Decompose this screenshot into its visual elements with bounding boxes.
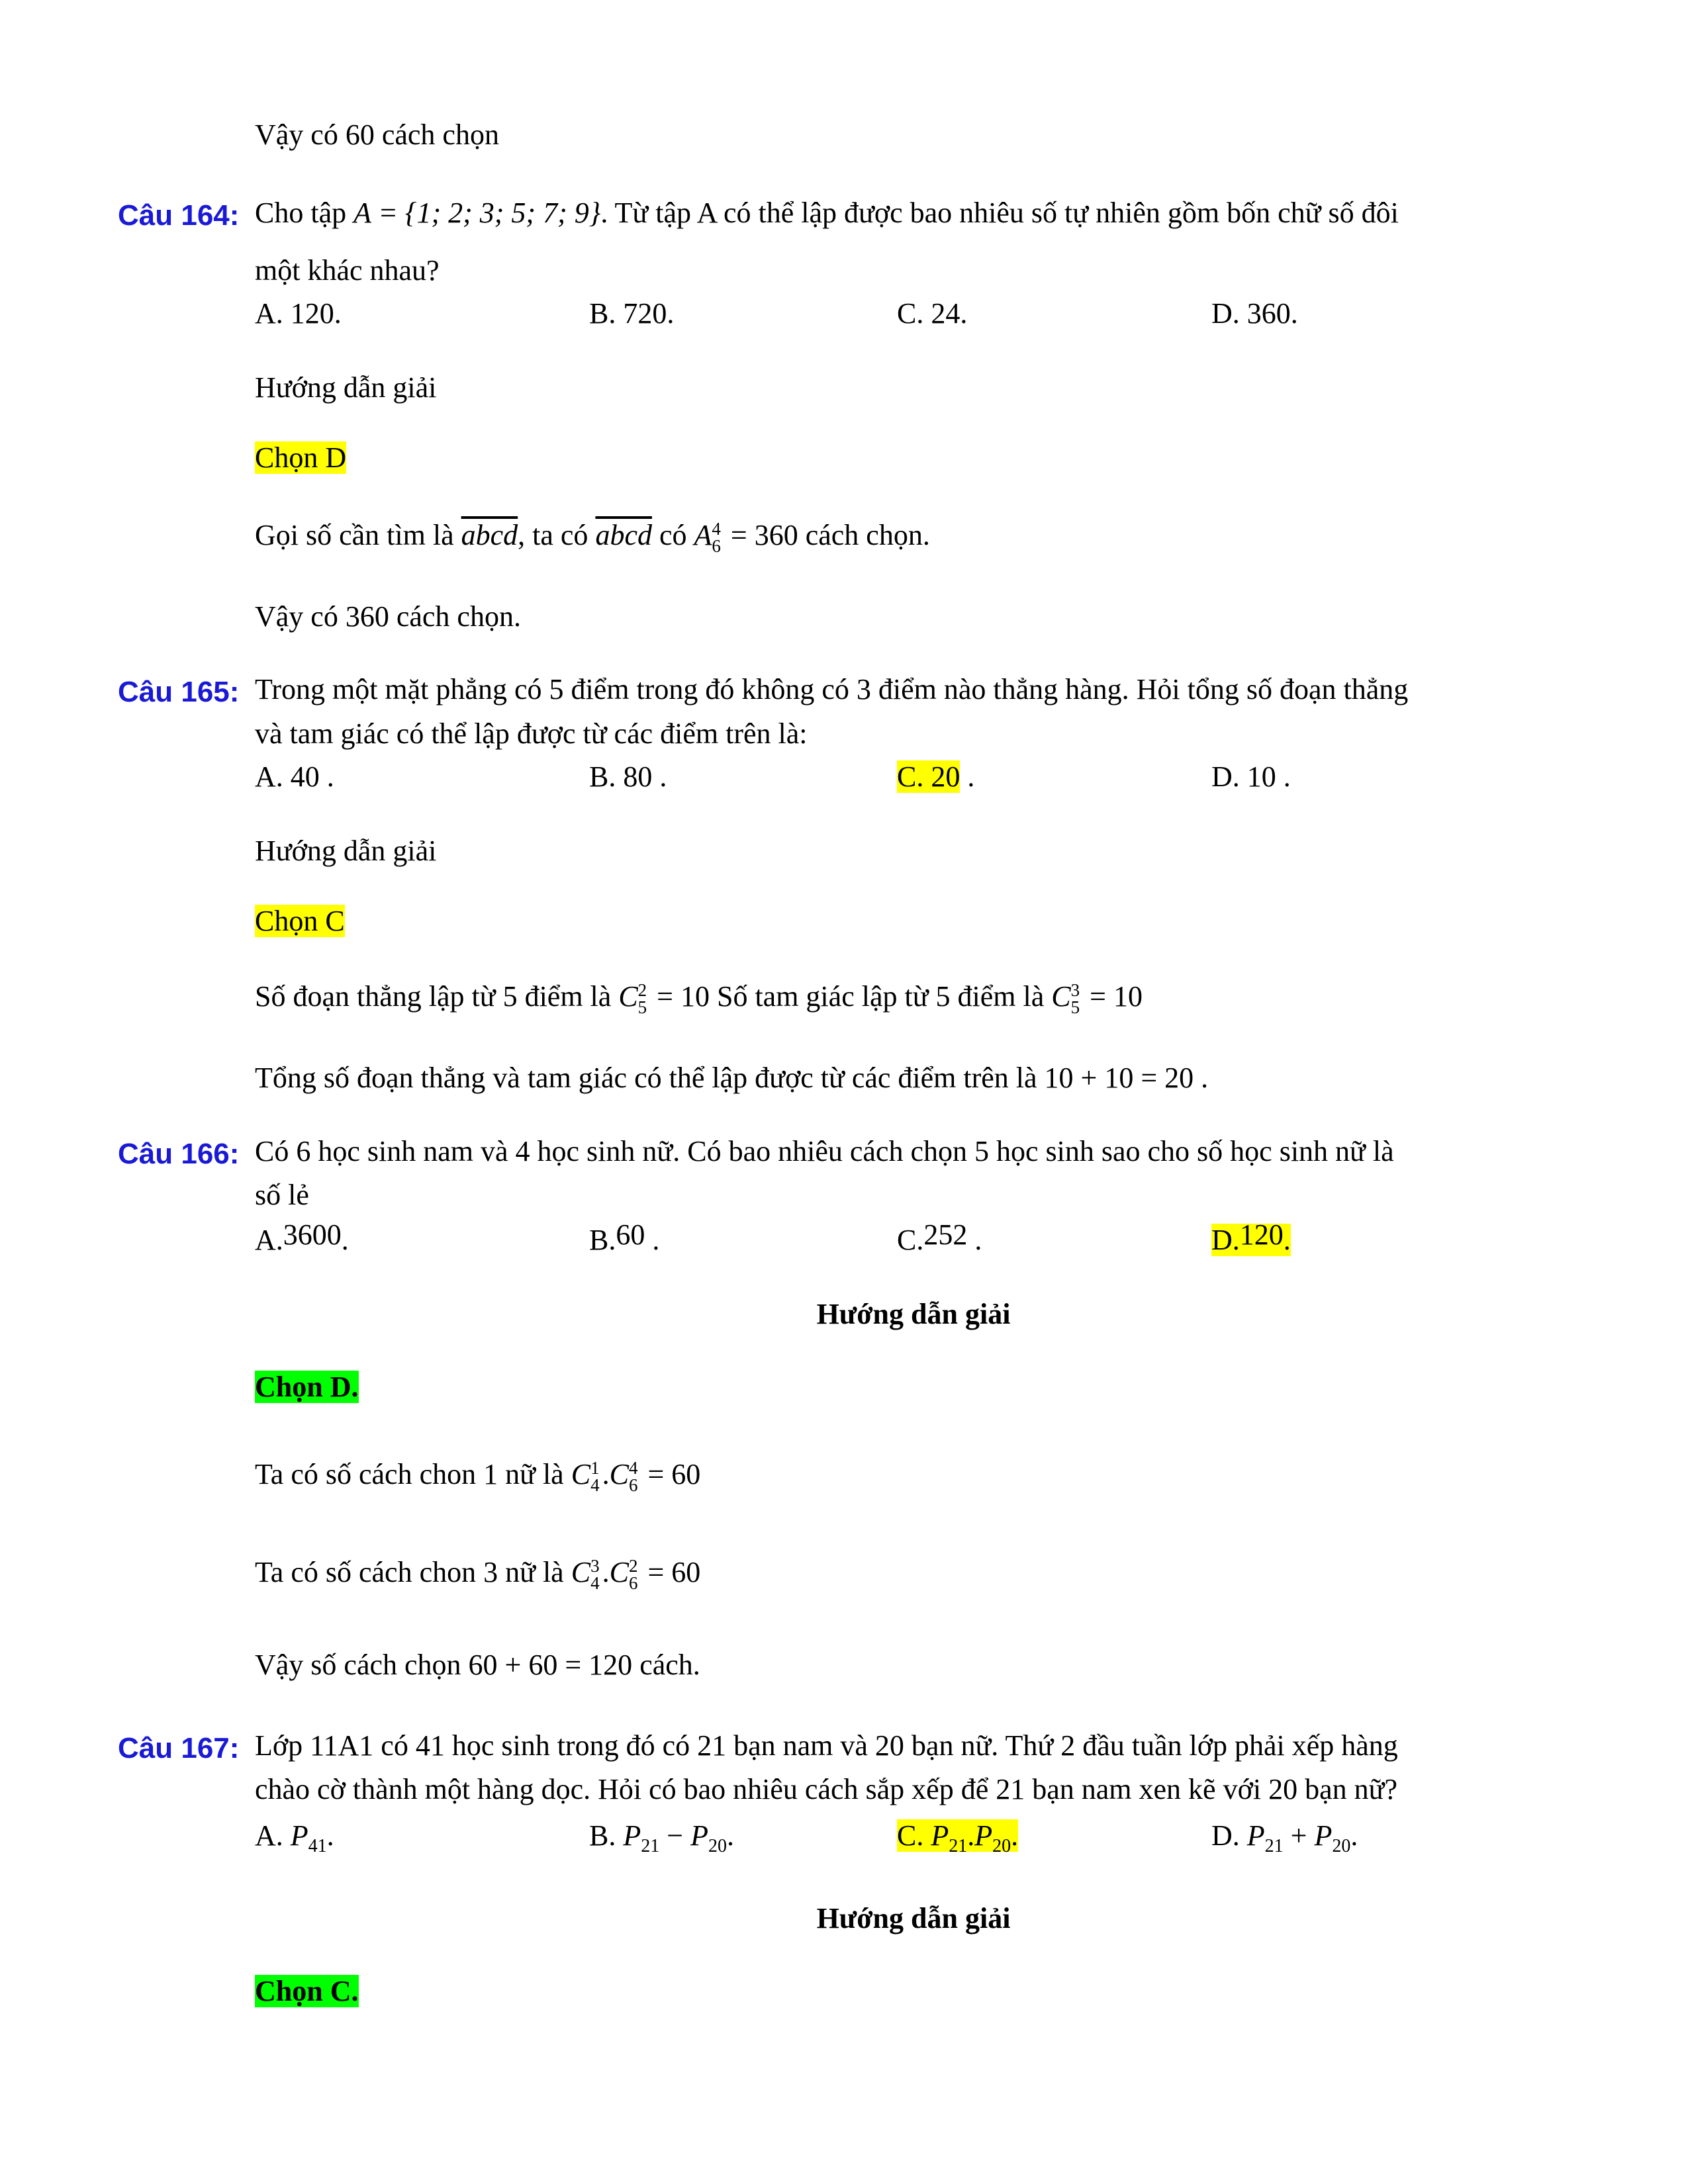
question-167-line1: Lớp 11A1 có 41 học sinh trong đó có 21 bạn nam và 20 bạn nữ. Thứ 2 đầu tuần lớp phải xếp hàng	[255, 1729, 1398, 1762]
option-d: D. 10 .	[1211, 760, 1291, 793]
answer-choice: Chọn D	[255, 441, 347, 474]
answer-choice: Chọn D.	[255, 1371, 359, 1403]
option-c: C. 20 .	[897, 760, 975, 793]
solution-heading: Hướng dẫn giải	[816, 1298, 1011, 1330]
option-d: D. 360.	[1211, 297, 1298, 330]
question-label-167: Câu 167:	[118, 1732, 240, 1764]
option-d: D. $P_{21} + P_{20}$.	[1211, 1819, 1358, 1856]
solution-heading: Hướng dẫn giải	[255, 835, 437, 867]
solution-line: Gọi số cần tìm là abcd, ta có abcd có A4 6 = 360 cách chọn.	[255, 519, 930, 556]
answer-choice: Chọn C	[255, 905, 345, 937]
answer-choice: Chọn C.	[255, 1975, 359, 2007]
option-b: B. $P_{21} - P_{20}$.	[589, 1819, 734, 1856]
option-b: B. 80 .	[589, 760, 667, 793]
solution-line: Số đoạn thẳng lập từ 5 điểm là C2 5 = 10 Số tam giác lập từ 5 điểm là C3 5 = 10	[255, 980, 1143, 1017]
question-165-line1: Trong một mặt phẳng có 5 điểm trong đó không có 3 điểm nào thẳng hàng. Hỏi tổng số đoạn thẳng	[255, 673, 1409, 705]
option-c: C. $P_{21}.P_{20}$.	[897, 1819, 1019, 1856]
set-A-expr: A = {1; 2; 3; 5; 7; 9}	[353, 197, 601, 229]
question-167-line2: chào cờ thành một hàng dọc. Hỏi có bao nhiêu cách sắp xếp để 21 bạn nam xen kẽ với 20 bạn nữ?	[255, 1773, 1397, 1805]
question-label-166: Câu 166:	[118, 1138, 240, 1170]
solution-conclusion: Vậy số cách chọn 60 + 60 = 120 cách.	[255, 1649, 700, 1681]
option-b: B.60 .	[589, 1218, 660, 1256]
question-label-165: Câu 165:	[118, 676, 240, 708]
solution-line: Ta có số cách chon 1 nữ là C1 4.C4 6 = 60	[255, 1458, 701, 1495]
question-164-line1: Cho tập A = {1; 2; 3; 5; 7; 9}. Từ tập A có thể lập được bao nhiêu số tự nhiên gồm bốn chữ số đôi	[255, 197, 1399, 229]
solution-conclusion: Tổng số đoạn thẳng và tam giác có thể lập được từ các điểm trên là 10 + 10 = 20 .	[255, 1062, 1209, 1094]
option-d: D.120.	[1211, 1218, 1291, 1256]
conclusion-prev: Vậy có 60 cách chọn	[255, 118, 499, 151]
option-b: B. 720.	[589, 297, 675, 330]
question-165-line2: và tam giác có thể lập được từ các điểm trên là:	[255, 717, 808, 750]
option-c: C.252 .	[897, 1218, 982, 1256]
question-166-line2: số lẻ	[255, 1179, 309, 1211]
option-a: A. 40 .	[255, 760, 334, 793]
option-a: A.3600.	[255, 1218, 349, 1256]
solution-line: Ta có số cách chon 3 nữ là C3 4.C2 6 = 60	[255, 1556, 701, 1593]
solution-heading: Hướng dẫn giải	[255, 371, 437, 404]
solution-heading: Hướng dẫn giải	[816, 1902, 1011, 1934]
question-label-164: Câu 164:	[118, 199, 240, 232]
option-c: C. 24.	[897, 297, 968, 330]
option-a: A. $P_{41}$.	[255, 1819, 334, 1856]
question-166-line1: Có 6 học sinh nam và 4 học sinh nữ. Có bao nhiêu cách chọn 5 học sinh sao cho số học sinh nữ là	[255, 1135, 1394, 1167]
question-164-line2: một khác nhau?	[255, 254, 440, 287]
option-a: A. 120.	[255, 297, 342, 330]
solution-conclusion: Vậy có 360 cách chọn.	[255, 600, 521, 633]
